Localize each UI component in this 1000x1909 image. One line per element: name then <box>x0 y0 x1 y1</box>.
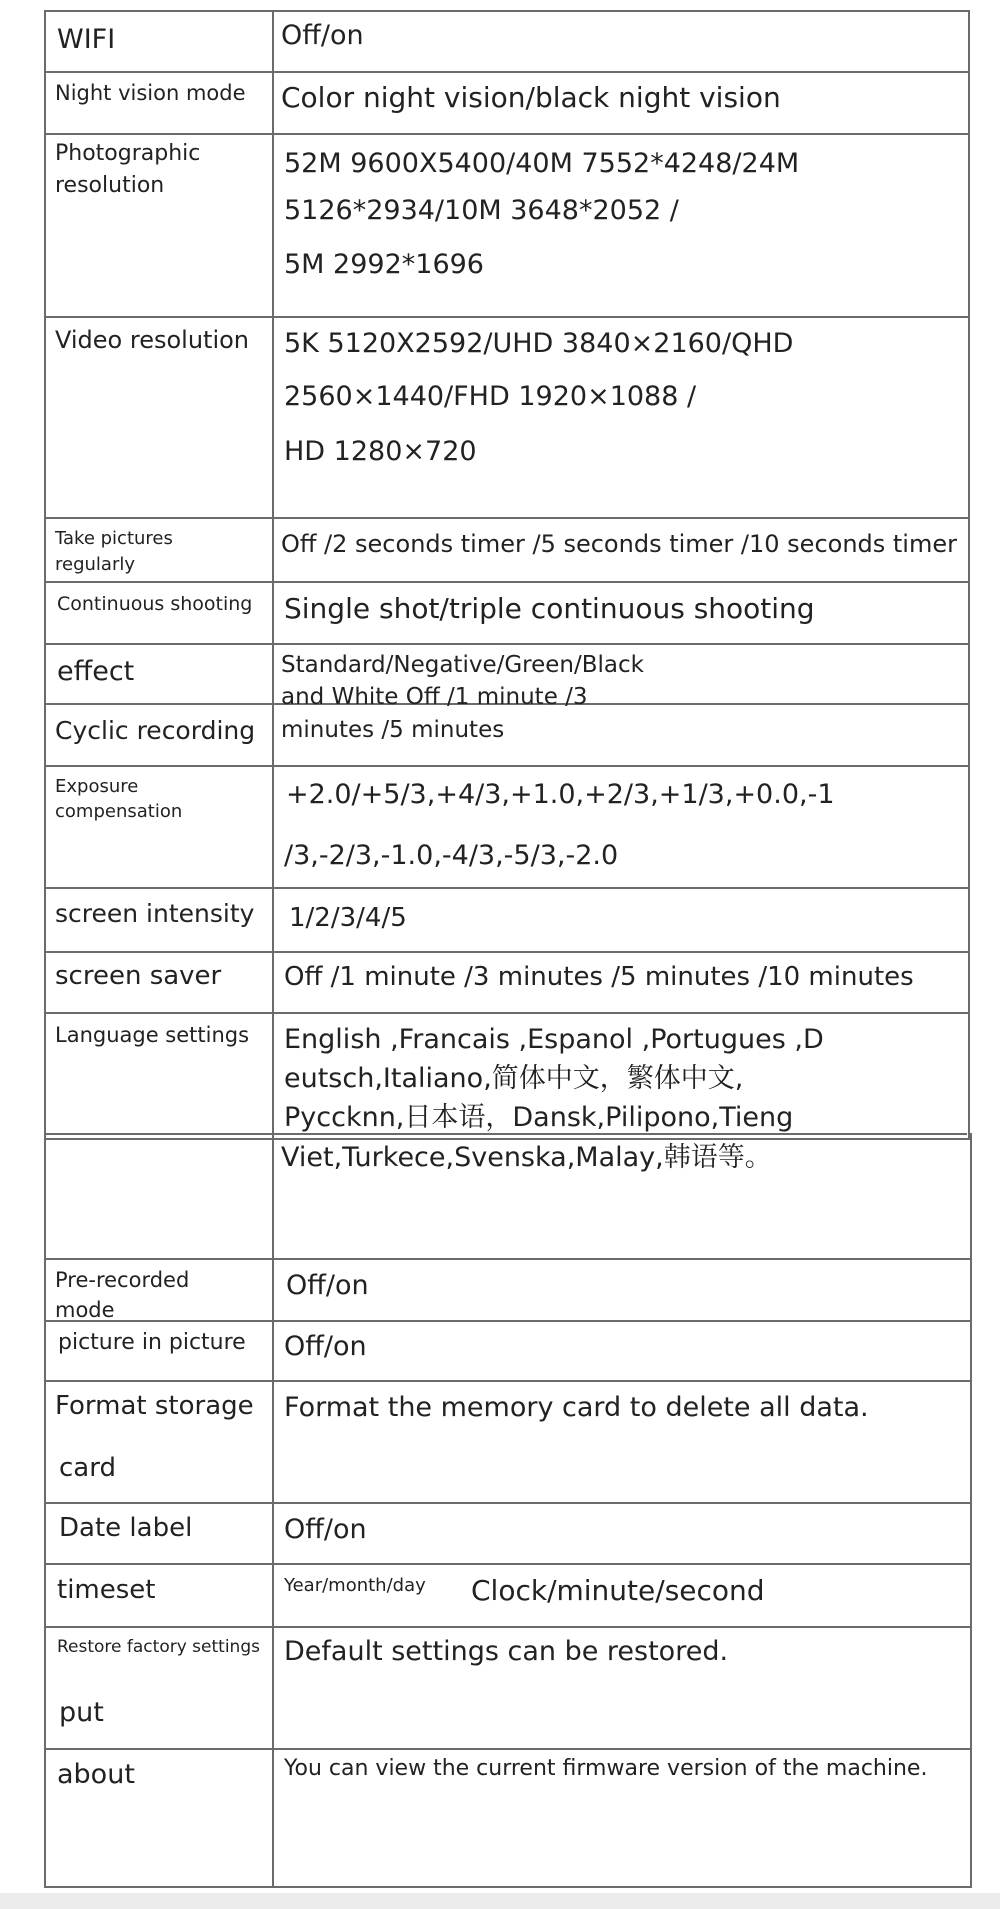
setting-label: Language settings <box>55 1023 250 1047</box>
setting-label: picture in picture <box>58 1330 246 1355</box>
setting-value: 5M 2992*1696 <box>284 249 484 280</box>
setting-value: Format the memory card to delete all data. <box>284 1392 869 1423</box>
setting-label: Night vision mode <box>55 81 246 105</box>
setting-label: Take pictures <box>55 528 173 549</box>
setting-label: Date label <box>59 1513 193 1543</box>
table-rule <box>44 316 970 318</box>
setting-value: 2560×1440/FHD 1920×1088 / <box>284 381 697 412</box>
table-rule <box>44 1138 970 1140</box>
table-column-rule <box>272 10 274 1888</box>
setting-value: Color night vision/black night vision <box>281 81 781 114</box>
table-rule <box>44 133 970 135</box>
setting-label: WIFI <box>57 24 116 55</box>
setting-value: 5126*2934/10M 3648*2052 / <box>284 195 679 226</box>
table-rule <box>44 1380 970 1382</box>
setting-label: compensation <box>55 801 183 822</box>
setting-value: Viet,Turkece,Svenska,Malay,韩语等。 <box>281 1142 772 1173</box>
table-rule <box>44 10 970 12</box>
table-column-rule <box>968 10 970 1138</box>
table-rule <box>44 1886 970 1888</box>
setting-value: and White Off /1 minute /3 <box>281 684 588 710</box>
page-bottom-strip <box>0 1893 1000 1909</box>
setting-value: Clock/minute/second <box>471 1574 765 1607</box>
table-rule <box>44 517 970 519</box>
setting-value: Year/month/day <box>284 1575 426 1596</box>
setting-label: put <box>59 1697 104 1728</box>
setting-label: regularly <box>55 554 135 575</box>
setting-label: Exposure <box>55 776 139 797</box>
setting-value: HD 1280×720 <box>284 436 477 467</box>
setting-value: Off/on <box>286 1270 369 1301</box>
table-rule <box>44 1320 970 1322</box>
setting-value: 52M 9600X5400/40M 7552*4248/24M <box>284 148 800 179</box>
table-rule <box>44 1012 970 1014</box>
table-rule <box>44 1626 970 1628</box>
setting-value: eutsch,Italiano,简体中文，繁体中文, <box>284 1063 744 1094</box>
table-column-rule <box>44 10 46 1888</box>
setting-label: Photographic <box>55 141 201 166</box>
table-rule <box>44 951 970 953</box>
setting-value: Pyccknn,日本语，Dansk,Pilipono,Tieng <box>284 1102 794 1133</box>
setting-label: screen saver <box>55 961 222 991</box>
setting-value: /3,-2/3,-1.0,-4/3,-5/3,-2.0 <box>284 840 619 871</box>
table-rule <box>44 887 970 889</box>
setting-label: mode <box>55 1298 115 1322</box>
table-rule <box>44 1563 970 1565</box>
setting-label: about <box>57 1759 135 1790</box>
setting-label: screen intensity <box>55 899 255 928</box>
setting-label: Video resolution <box>55 326 250 354</box>
setting-value: Standard/Negative/Green/Black <box>281 652 644 678</box>
table-rule <box>44 1748 970 1750</box>
table-rule <box>44 71 970 73</box>
setting-value: English ,Francais ,Espanol ,Portugues ,D <box>284 1024 824 1055</box>
setting-value: minutes /5 minutes <box>281 717 505 743</box>
setting-label: Pre-recorded <box>55 1268 190 1292</box>
table-rule <box>44 765 970 767</box>
setting-value: 5K 5120X2592/UHD 3840×2160/QHD <box>284 328 794 359</box>
setting-value: +2.0/+5/3,+4/3,+1.0,+2/3,+1/3,+0.0,-1 <box>286 779 835 810</box>
table-column-rule <box>970 1133 972 1888</box>
table-rule <box>44 643 970 645</box>
setting-value: Off /1 minute /3 minutes /5 minutes /10 minutes <box>284 962 914 992</box>
table-rule <box>44 581 970 583</box>
table-rule <box>44 1258 970 1260</box>
setting-label: Format storage <box>55 1391 254 1421</box>
setting-value: Single shot/triple continuous shooting <box>284 592 815 625</box>
setting-value: Off/on <box>284 1331 367 1362</box>
setting-value: 1/2/3/4/5 <box>289 903 407 933</box>
setting-value: Off/on <box>284 1514 367 1545</box>
setting-value: Default settings can be restored. <box>284 1636 729 1667</box>
setting-value: Off/on <box>281 20 364 51</box>
setting-label: card <box>59 1453 116 1483</box>
setting-label: timeset <box>57 1575 156 1605</box>
table-rule <box>44 1502 970 1504</box>
setting-value: Off /2 seconds timer /5 seconds timer /10 seconds timer <box>281 530 957 558</box>
setting-label: resolution <box>55 173 165 198</box>
setting-label: effect <box>57 656 135 687</box>
setting-label: Continuous shooting <box>57 593 253 615</box>
setting-label: Cyclic recording <box>55 716 256 745</box>
setting-value: You can view the current firmware version of the machine. <box>284 1756 928 1781</box>
setting-label: Restore factory settings <box>57 1637 260 1657</box>
